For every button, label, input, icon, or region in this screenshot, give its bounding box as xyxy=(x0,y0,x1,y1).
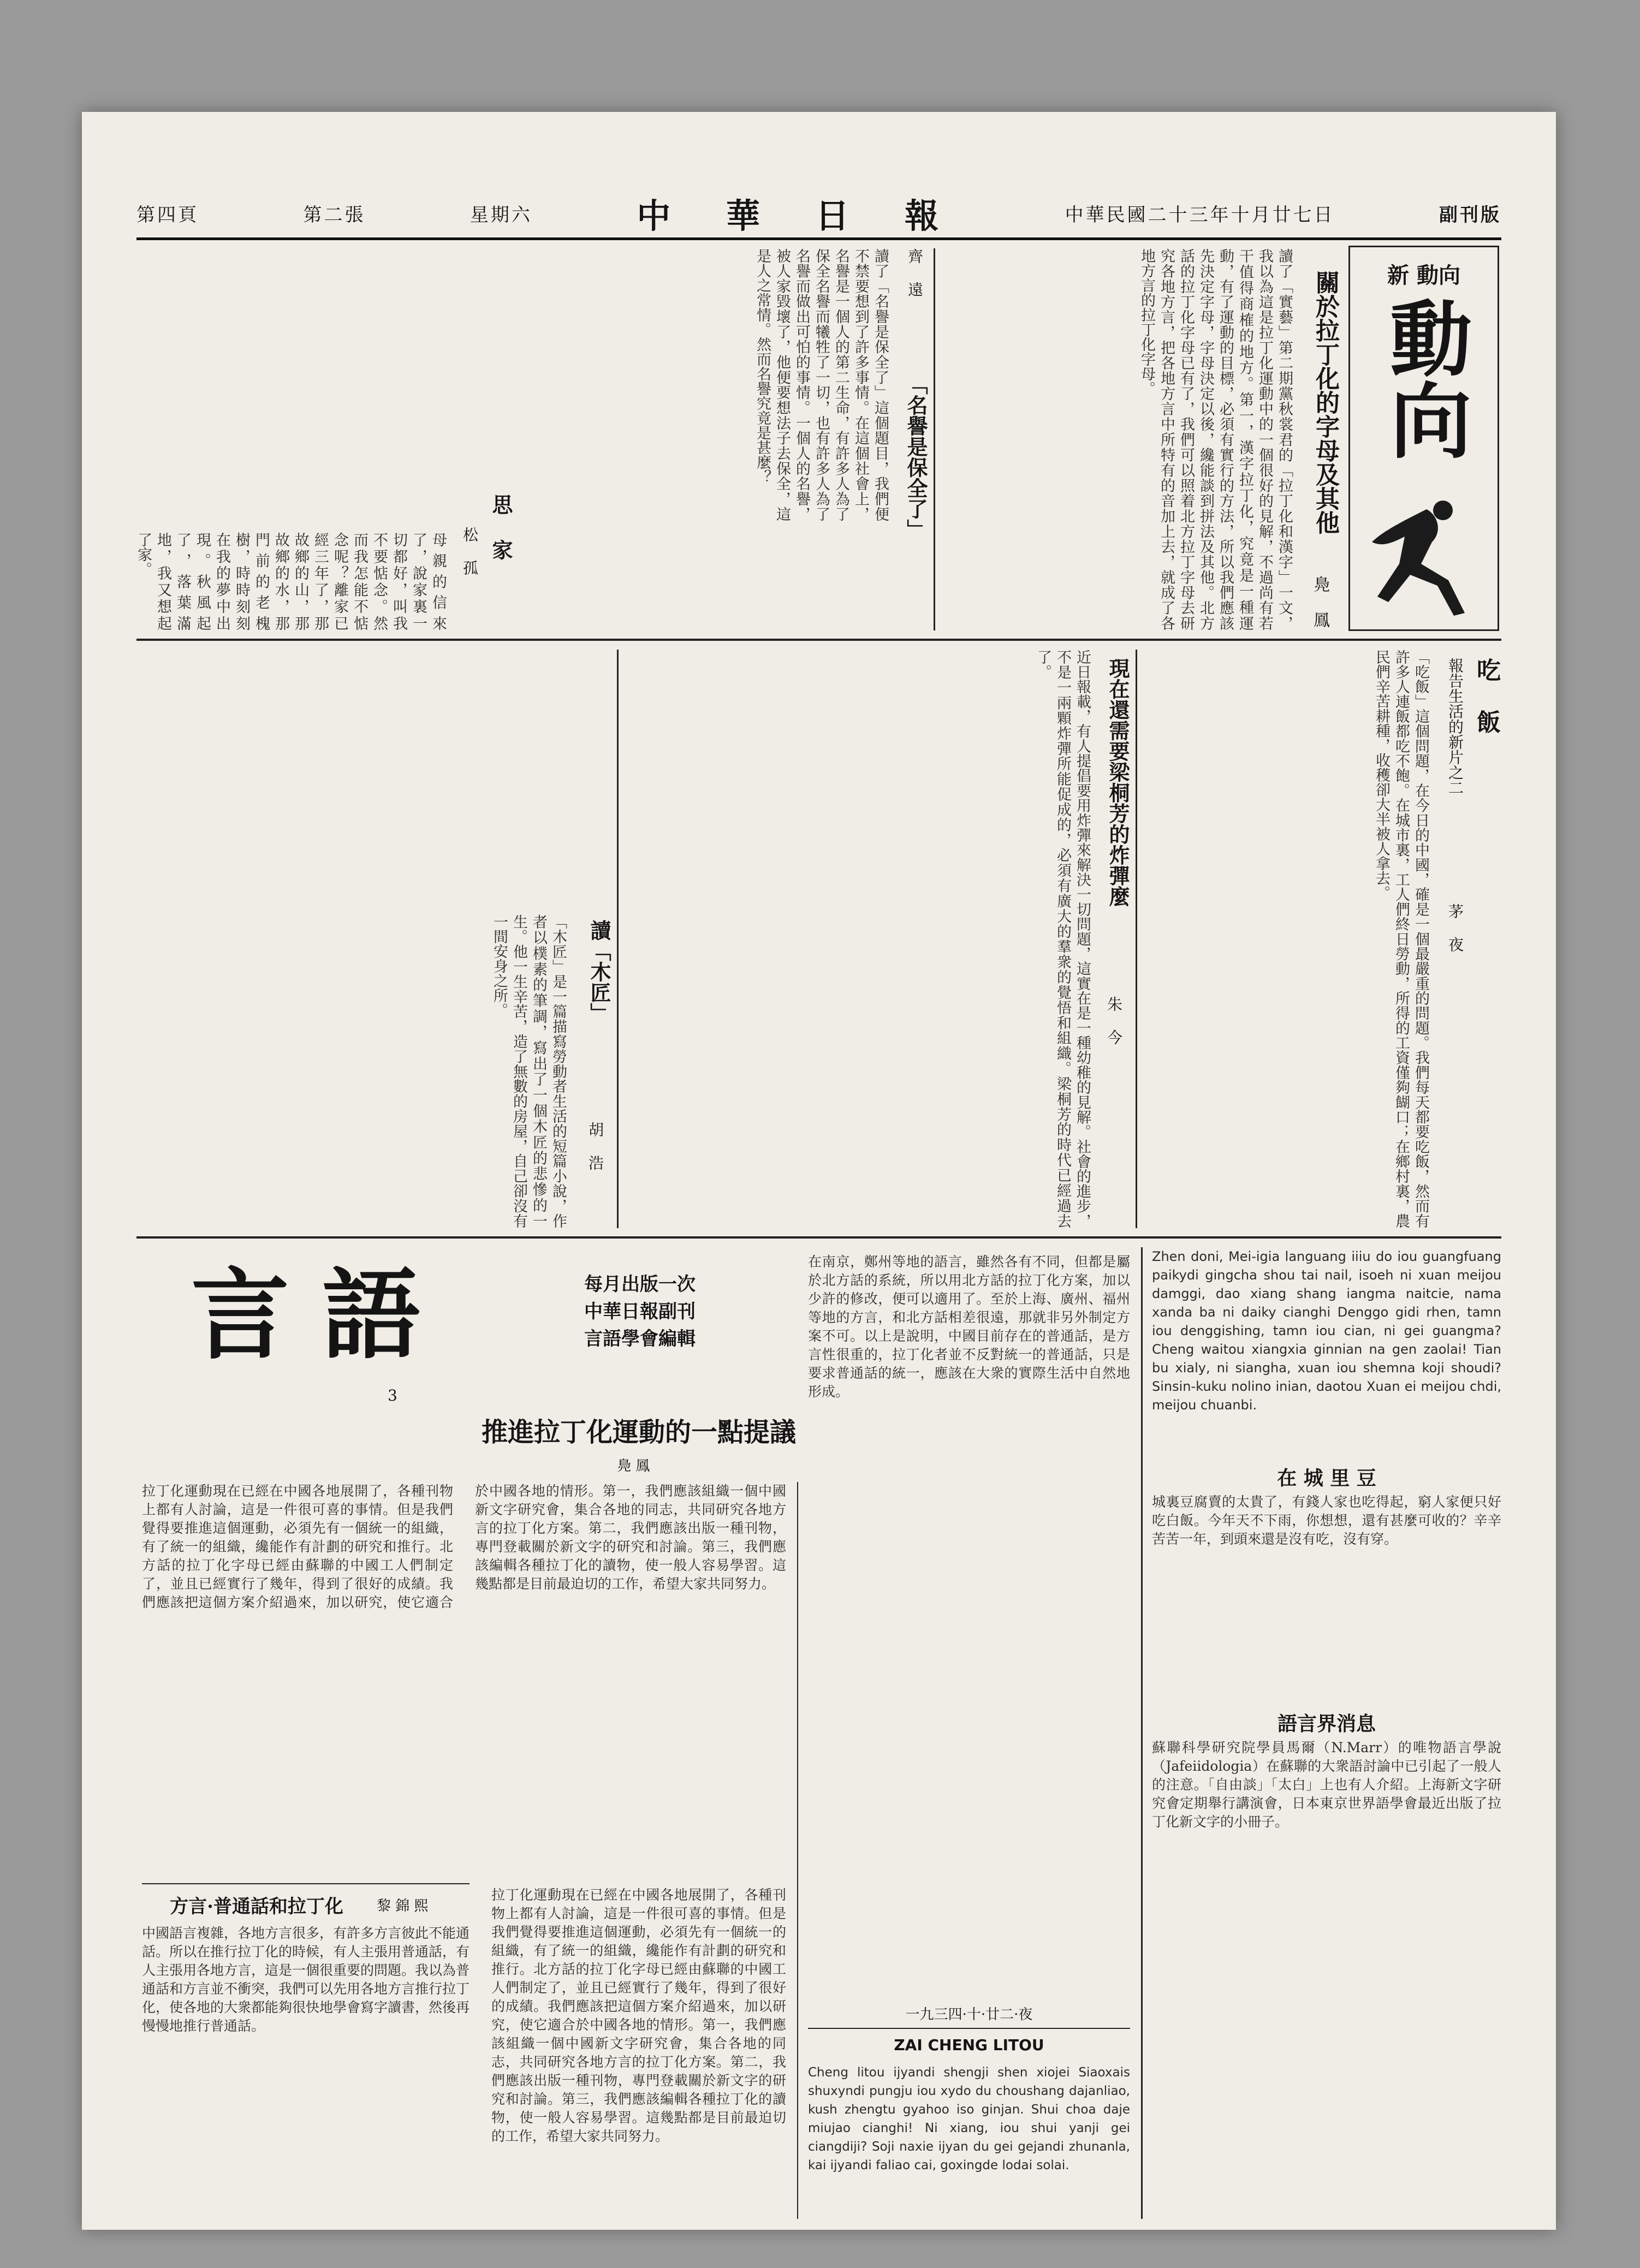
yuyu-desc-2: 中華日報副刊 xyxy=(584,1301,696,1323)
column-rule xyxy=(1141,1247,1143,2219)
newspaper-name: 中 華 日 報 xyxy=(637,195,961,236)
article-body-zaicheng: 城裏豆腐賣的太貴了，有錢人家也吃得起，窮人家便只好吃白飯。今年天不下雨，你想想，還有甚麼可收的？辛辛苦苦一年，到頭來還是沒有吃，沒有穿。 xyxy=(1152,1494,1501,1547)
column-rule xyxy=(617,650,619,1228)
brand-small: 新 動向 xyxy=(1387,263,1460,288)
yuyu-main-author: 鳧 鳳 xyxy=(617,1458,650,1474)
article-title-zaicheng: 在 城 里 豆 xyxy=(1277,1467,1376,1490)
edition-label: 副刊版 xyxy=(1439,204,1501,226)
yuyu-issue-no: 3 xyxy=(388,1386,397,1404)
article-body-chifan: 「吃飯」這個問題，在今日的中國，確是一個最嚴重的問題。我們每天都要吃飯，然而有許多人連飯都吃不飽。在城市裏，工人們終日勞動，所得的工資僅夠餬口；在鄉村裏，農民們辛苦耕種，收穫卻大半被人拿去。 xyxy=(1373,650,1429,1228)
brand-large: 動向 xyxy=(1376,296,1472,460)
zai-cheng-litou-body: Cheng litou ijyandi shengji shen xiojei Siaoxais shuxyndi pungju iou xydo du choushang dajanliao, kush zhengtu gyahoo iso ginjan. Shui choa daje miujao cianghi! Ni xiang, iou shui yanji gei ciangdiji? Soji naxie ijyan du gei gejandi zhunanla, kai ijyandi faliao cai, goxingde lodai solai. xyxy=(808,2065,1130,2172)
newspaper-page xyxy=(82,112,1556,2230)
feature-logo-box xyxy=(1348,246,1499,631)
masthead-sheet: 第二張 xyxy=(303,204,366,226)
romanized-text: Zhen doni, Mei-igia languang iiiu do iou guangfuang paikydi gingcha shou tai nail, isoeh ni xuan meijou damggi, dao xiang shang iangma naitcie, nama xanda ba ni daiky cianghi Denggo gidi rhen, tamn iou denggishing, tamn iou cian, ni gei guangma? Cheng waitou xiangxia ginnian na gen zaolai! Tian bu xialy, ni siangha, xuan iou shemna koji shoudi? Sinsin-kuku nolino inian, daotou Xuan ei meijou chdi, meijou chuanbi. xyxy=(1152,1249,1501,1413)
feature-author: 鳧 鳳 xyxy=(1310,576,1329,628)
article-rule xyxy=(142,1883,470,1884)
article-body-mujiang: 「木匠」是一篇描寫勞動者生活的短篇小說，作者以樸素的筆調，寫出了一個木匠的悲慘的一生。他一生辛苦，造了無數的房屋，自己卻沒有一間安身之所。 xyxy=(491,914,567,1228)
article-body-liangtongfang: 近日報載，有人提倡要用炸彈來解決一切問題，這實在是一種幼稚的見解。社會的進步，不是一兩顆炸彈所能促成的，必須有廣大的羣衆的覺悟和組織。梁桐芳的時代已經過去了。 xyxy=(1035,650,1091,1228)
feature-title: 關於拉丁化的字母及其他 xyxy=(1311,270,1339,534)
article-title-chifan: 吃 飯 xyxy=(1472,658,1500,734)
article-author-chifan: 茅 夜 xyxy=(1446,903,1464,952)
yuyu-desc-1: 每月出版一次 xyxy=(584,1273,696,1295)
article-author-mingyu: 齊 遠 xyxy=(906,248,924,297)
yuyu-col2-body: 拉丁化運動現在已經在中國各地展開了，各種刊物上都有人討論，這是一件很可喜的事情。但是我們覺得要推進這個運動，必須先有一個統一的組織，有了統一的組織，纔能作有計劃的研究和推行。北方話的拉丁化字母已經由蘇聯的中國工人們制定了，並且已經實行了幾年，得到了很好的成績。我們應該把這個方案介紹過來，加以研究，使它適合於中國各地的情形。第一，我們應該組織一個中國新文字研究會，集合各地的同志，共同研究各地方言的拉丁化方案。第二，我們應該出版一種刊物，專門登載關於新文字的研究和討論。第三，我們應該編輯各種拉丁化的讀物，使一般人容易學習。這幾點都是目前最迫切的工作，希望大家共同努力。 xyxy=(491,1887,786,2144)
article-body-mingyu: 讀了「名譽是保全了」這個題目，我們便不禁要想到了許多事情。在這個社會上，名譽是一個人的第二生命，有許多人為了保全名譽而犧牲了一切，也有許多人為了名譽而做出可怕的事情。一個人的名譽，被人家毀壞了，他便要想法子去保全，這是人之常情。然而名譽究竟是甚麼？ xyxy=(754,248,889,521)
article-subtitle-chifan: 報告生活的新片之二 xyxy=(1446,658,1464,795)
article-author-liangtongfang: 朱 今 xyxy=(1105,996,1123,1045)
article-author-sijia: 松 孤 xyxy=(461,527,479,575)
yuyu-col3-body: 在南京，鄭州等地的語言，雖然各有不同，但都是屬於北方話的系統，所以用北方話的拉丁化方案，加以少許的修改，便可以適用了。至於上海、廣州、福州等地的方言，和北方話相差很遠，那就非另外制定方案不可。以上是說明，中國目前存在的普通話，是方言性很重的，拉丁化者並不反對統一的普通話，只是要求普通話的統一，應該在大衆的實際生活中自然地形成。 xyxy=(808,1254,1130,1400)
yuyu-sub-title: 方言·普通話和拉丁化 xyxy=(170,1896,343,1918)
article-title-liangtongfang: 現在還需要梁桐芳的炸彈麼 xyxy=(1106,658,1130,907)
article-author-mujiang: 胡 浩 xyxy=(586,1122,604,1170)
yuyu-main-body: 拉丁化運動現在已經在中國各地展開了，各種刊物上都有人討論，這是一件很可喜的事情。但是我們覺得要推進這個運動，必須先有一個統一的組織，有了統一的組織，纔能作有計劃的研究和推行。北方話的拉丁化字母已經由蘇聯的中國工人們制定了，並且已經實行了幾年，得到了很好的成績。我們應該把這個方案介紹過來，加以研究，使它適合於中國各地的情形。第一，我們應該組織一個中國新文字研究會，集合各地的同志，共同研究各地方言的拉丁化方案。第二，我們應該出版一種刊物，專門登載關於新文字的研究和討論。第三，我們應該編輯各種拉丁化的讀物，使一般人容易學習。這幾點都是目前最迫切的工作，希望大家共同努力。 xyxy=(142,1483,786,1610)
yuyu-desc-3: 言語學會編輯 xyxy=(584,1328,696,1350)
column-rule xyxy=(797,1482,798,2219)
masthead-weekday: 星期六 xyxy=(470,204,532,226)
feature-body: 讀了「實藝」第二期黨秋裳君的「拉丁化和漢字」一文，我以為這是拉丁化運動中的一個很好的見解，不過尚有若干值得商榷的地方。第一，漢字拉丁化，究竟是一種運動，有了運動的目標，必須有實行的方法，所以我們應該先決定字母，字母決定以後，纔能談到拼法及其他。北方話的拉丁化字母已有了，我們可以照着北方拉丁字母去研究各地方言，把各地方言中所特有的音加上去，就成了各地方言的拉丁化字母。 xyxy=(1138,248,1293,630)
band-rule xyxy=(136,1236,1501,1239)
yuyu-date: 一九三四·十·廿二·夜 xyxy=(905,2007,1033,2023)
zai-cheng-litou-title: ZAI CHENG LITOU xyxy=(894,2036,1044,2054)
yuyu-main-title: 推進拉丁化運動的一點提議 xyxy=(481,1417,796,1448)
article-title-sijia: 思 家 xyxy=(489,494,513,560)
masthead xyxy=(136,188,1501,240)
column-rule xyxy=(934,248,935,630)
yuyu-sub-body: 中國語言複雜，各地方言很多，有許多方言彼此不能通話。所以在推行拉丁化的時候，有人主張用普通話，有人主張用各地方言，這是一個很重要的問題。我以為普通話和方言並不衝突，我們可以先用各地方言推行拉丁化，使各地的大衆都能夠很快地學會寫字讀書，然後再慢慢地推行普通話。 xyxy=(142,1925,470,2034)
masthead-date: 中華民國二十三年十月廿七日 xyxy=(1065,204,1335,226)
runner-illustration xyxy=(1356,498,1492,618)
article-body-sijia: 母親的信來了，說家裏一切都好，叫我不要惦念。然而我怎能不惦念呢？離家已經三年了，那故鄉的山，那故鄉的水，那門前的老槐樹，時時刻刻在我的夢中出現。秋風起了，落葉滿地，我又想起了家。 xyxy=(135,532,447,630)
masthead-page: 第四頁 xyxy=(136,204,199,226)
news-title: 語言界消息 xyxy=(1277,1712,1376,1735)
news-body: 蘇聯科學研究院學員馬爾（N.Marr）的唯物語言學說（Jafeiidologia）在蘇聯的大衆語討論中已引起了一般人的注意。「自由談」「太白」上也有人介紹。上海新文字研究會定期舉行講演會，日本東京世界語學會最近出版了拉丁化新文字的小冊子。 xyxy=(1152,1740,1501,1830)
yuyu-title: 言語 xyxy=(191,1258,454,1373)
column-rule xyxy=(1136,650,1137,1228)
article-rule xyxy=(808,2028,1130,2029)
band-rule xyxy=(136,639,1501,641)
article-title-mujiang: 讀「木匠」 xyxy=(587,920,611,1023)
yuyu-sub-author: 黎 錦 熙 xyxy=(377,1898,429,1914)
article-title-mingyu: 「名譽是保全了」 xyxy=(904,374,928,540)
